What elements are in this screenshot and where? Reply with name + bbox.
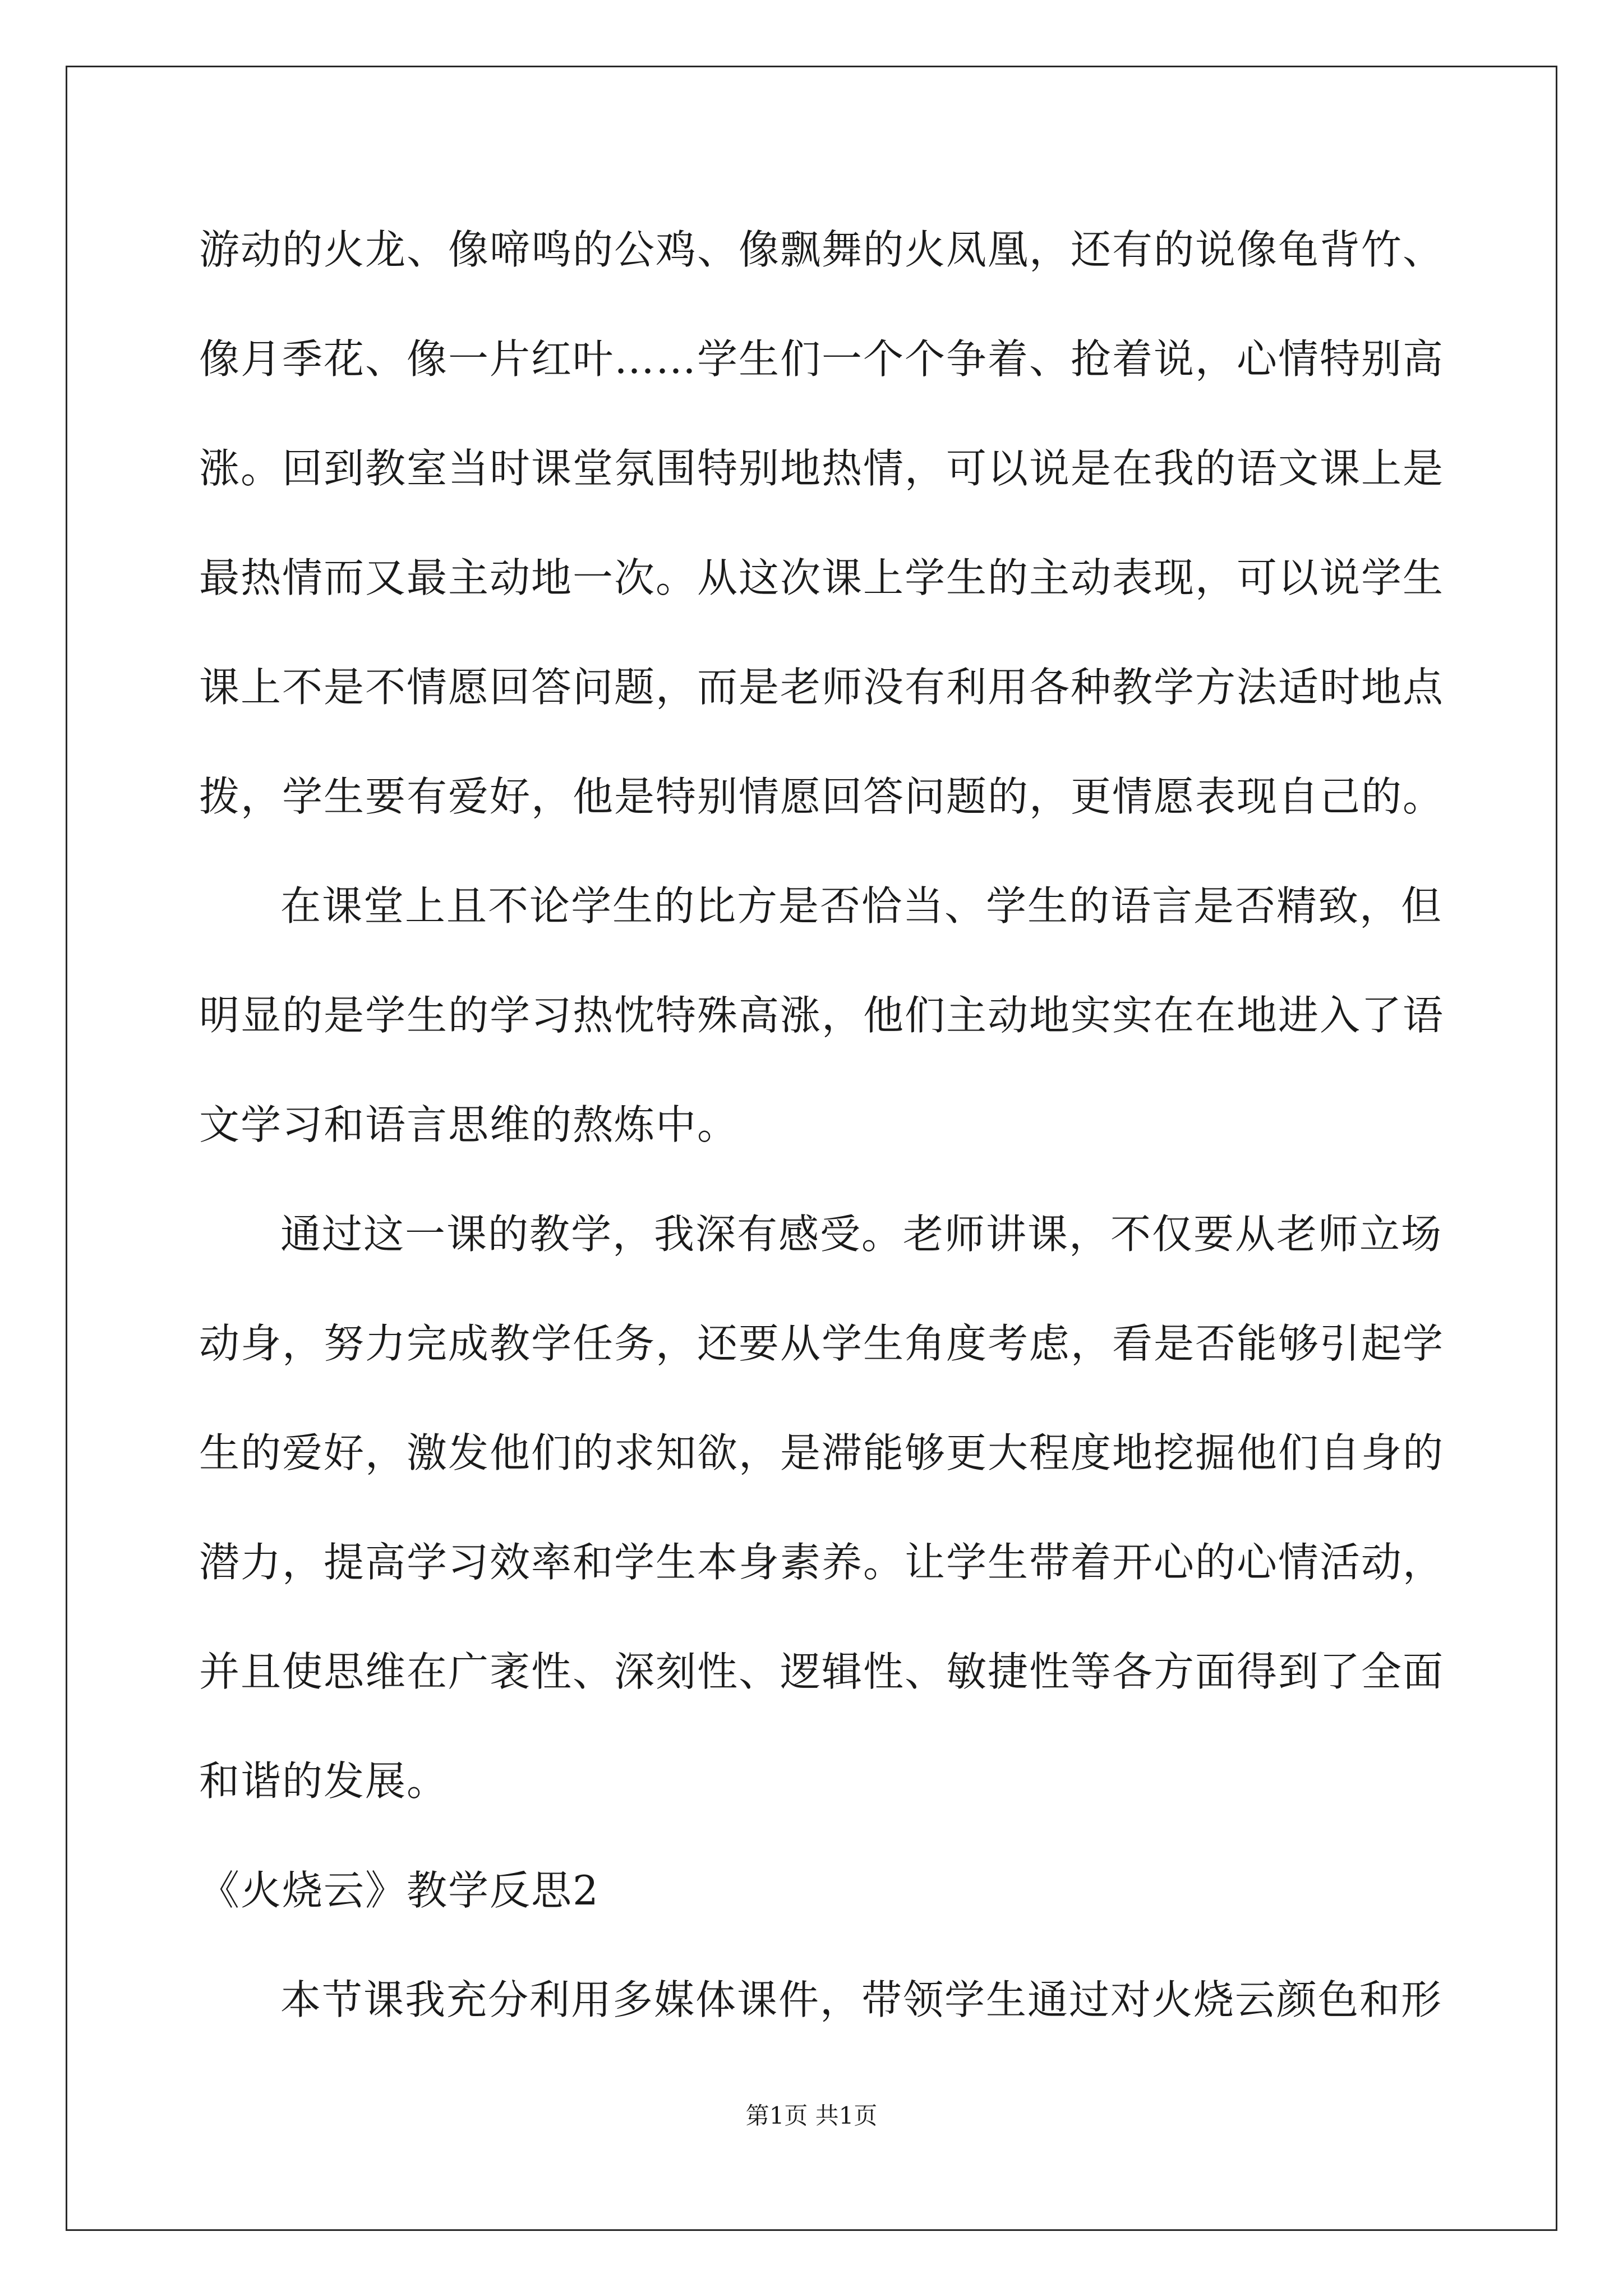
paragraph-3-line-4: 潜力，提高学习效率和学生本身素养。让学生带着开心的心情活动， bbox=[199, 1539, 1445, 1586]
paragraph-1-line-3: 涨。回到教室当时课堂氛围特别地热情，可以说是在我的语文课上是 bbox=[199, 445, 1445, 492]
paragraph-3-line-3: 生的爱好，激发他们的求知欲，是滞能够更大程度地挖掘他们自身的 bbox=[199, 1429, 1445, 1476]
paragraph-1-line-4: 最热情而又最主动地一次。从这次课上学生的主动表现，可以说学生 bbox=[199, 554, 1445, 601]
paragraph-1-line-6: 拨，学生要有爱好，他是特别情愿回答问题的，更情愿表现自己的。 bbox=[199, 773, 1445, 820]
paragraph-3-line-6: 和谐的发展。 bbox=[199, 1757, 449, 1805]
paragraph-3-line-2: 动身，努力完成教学任务，还要从学生角度考虑，看是否能够引起学 bbox=[199, 1320, 1445, 1367]
paragraph-4-line-1: 本节课我充分利用多媒体课件，带领学生通过对火烧云颜色和形 bbox=[280, 1976, 1443, 2023]
paragraph-1-line-5: 课上不是不情愿回答问题，而是老师没有利用各种教学方法适时地点 bbox=[199, 664, 1445, 711]
paragraph-2-line-3: 文学习和语言思维的熬炼中。 bbox=[199, 1101, 739, 1148]
paragraph-1-line-1: 游动的火龙、像啼鸣的公鸡、像飘舞的火凤凰，还有的说像龟背竹、 bbox=[199, 226, 1445, 273]
paragraph-3-line-5: 并且使思维在广袤性、深刻性、逻辑性、敏捷性等各方面得到了全面 bbox=[199, 1648, 1445, 1695]
page-number-footer: 第1页 共1页 bbox=[745, 2102, 878, 2129]
paragraph-3-line-1: 通过这一课的教学，我深有感受。老师讲课，不仅要从老师立场 bbox=[280, 1211, 1443, 1258]
section-heading: 《火烧云》教学反思2 bbox=[199, 1867, 600, 1914]
paragraph-1-line-2: 像月季花、像一片红叶……学生们一个个争着、抢着说，心情特别高 bbox=[199, 335, 1445, 383]
paragraph-2-line-1: 在课堂上且不论学生的比方是否恰当、学生的语言是否精致，但 bbox=[280, 882, 1443, 930]
paragraph-2-line-2: 明显的是学生的学习热忱特殊高涨，他们主动地实实在在地进入了语 bbox=[199, 992, 1445, 1039]
